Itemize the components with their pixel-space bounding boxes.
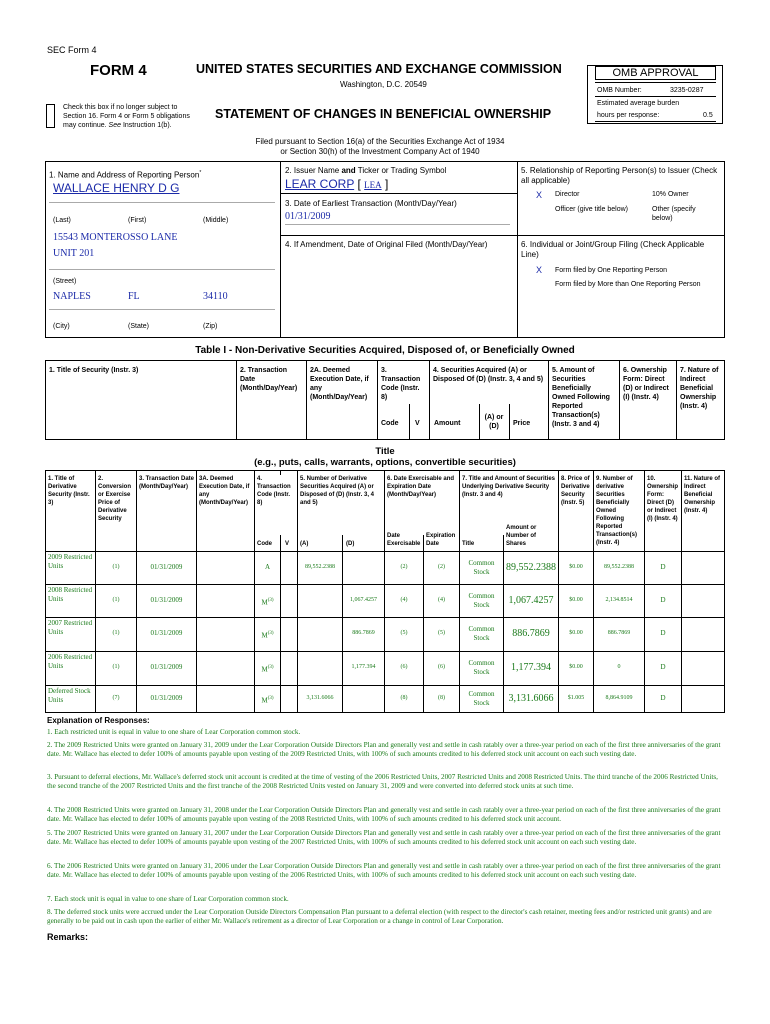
more-persons-label: Form filed by More than One Reporting Person (555, 281, 701, 288)
t1-h1: 1. Title of Security (Instr. 3) (49, 367, 139, 374)
t2-row-security: 2008 Restricted Units (48, 586, 93, 603)
t2-row-a: 3,131.6066 (306, 695, 334, 701)
t1-aord: (A) or (D) (484, 414, 504, 430)
box3-label: 3. Date of Earliest Transaction (Month/Day/Year) (285, 199, 457, 208)
city: NAPLES (53, 291, 91, 302)
director-check[interactable]: X (536, 190, 543, 200)
omb-number-label: OMB Number: (597, 87, 642, 94)
t2-row-security: Deferred Stock Units (48, 687, 91, 704)
last-label: (Last) (53, 217, 71, 224)
t2-row-exp: (6) (438, 664, 445, 670)
t2-date-ex: Date Exercisable (387, 533, 421, 547)
t2-row-owned: 8,864.9109 (605, 695, 633, 701)
explanation-8: 8. The deferred stock units were accrued under the Lear Corporation Outside Directors Compensation Plan pursuant to a deferral election (with respect to the director's cash retainer, meeting fees and/or restricted unit grants) and are generally to be paid out in cash upon the earlier of either Mr. Wallace's retirement as a director of Lear Corporation or a change in control of Lear Corporation. (47, 908, 712, 926)
t2-h10: 10. Ownership Form: Direct (D) or Indirect (I) (Instr. 4) (647, 476, 679, 522)
t2-row-exp: (8) (438, 695, 445, 701)
t2-row-code: A (264, 562, 271, 571)
t2-row-code: $M^{(3)}$ (261, 631, 274, 640)
t2-row-d: 1,177.394 (351, 664, 376, 670)
t2-row-code-footnote: (3) (267, 696, 274, 701)
t1-h2a: 2A. Deemed Execution Date, if any (Month/Day/Year) (310, 367, 369, 401)
t2-row-shares: 1,177.394 (511, 662, 551, 673)
omb-number: 3235-0287 (670, 87, 704, 94)
t1-amount: Amount (434, 420, 461, 427)
t2-h1: 1. Title of Derivative Security (Instr. 3) (48, 476, 90, 506)
t2-row-d: 886.7869 (352, 630, 375, 636)
other-label: Other (specify below) (652, 206, 696, 222)
t1-h2: 2. Transaction Date (Month/Day/Year) (240, 367, 298, 392)
t2-row-date_ex: (4) (400, 596, 408, 603)
t2-row-title: Common Stock (468, 558, 495, 576)
issuer-line: LEAR CORP [ LEA ] (285, 177, 389, 191)
t2-row-code-footnote: (3) (267, 665, 274, 670)
t1-h6: 6. Ownership Form: Direct (D) or Indirect (I) (Instr. 4) (623, 367, 669, 401)
t2-row-price: $1.005 (567, 695, 585, 701)
t2-row-security: 2007 Restricted Units (48, 619, 93, 636)
t2-row-price: $0.00 (569, 630, 583, 636)
t2-row-shares: 3,131.6066 (508, 693, 554, 704)
table1-title: Table I - Non-Derivative Securities Acquired, Disposed of, or Beneficially Owned (195, 345, 575, 356)
commission-name: UNITED STATES SECURITIES AND EXCHANGE COMMISSION (196, 62, 562, 76)
t2-row-code: $M^{(3)}$ (261, 665, 274, 674)
t2-row-date_ex: (5) (400, 630, 408, 636)
t2-code: Code (257, 541, 272, 547)
t2-h6: 6. Date Exercisable and Expiration Date (Month/Day/Year) (387, 476, 455, 498)
hours-label: hours per response: (597, 112, 660, 119)
t2-row-conv: (1) (112, 596, 120, 603)
t2-row-conv: (1) (112, 630, 120, 636)
explanation-7: 7. Each stock unit is equal in value to one share of Lear Corporation common stock. (47, 895, 289, 903)
explanation-title: Explanation of Responses: (47, 716, 150, 725)
t2-d: (D) (346, 541, 355, 547)
box4-label: 4. If Amendment, Date of Original Filed (Month/Day/Year) (285, 240, 488, 249)
t2-title: Title (462, 541, 475, 547)
city-label: (City) (53, 323, 70, 330)
t2-row-shares: 1,067.4257 (508, 594, 554, 606)
state: FL (128, 291, 140, 302)
t2-amt: Amount or Number of Shares (506, 525, 537, 547)
t2-h3a: 3A. Deemed Execution Date, if any (Month/Day/Year) (199, 476, 250, 506)
issuer-name[interactable]: LEAR CORP (285, 177, 355, 191)
explanation-1: 1. Each restricted unit is equal in value to one share of Lear Corporation common stock. (47, 728, 301, 736)
remarks-label: Remarks: (47, 932, 89, 942)
first-label: (First) (128, 217, 147, 224)
omb-approval-title: OMB APPROVAL (595, 66, 716, 80)
t2-row-date: 01/31/2009 (150, 629, 183, 637)
t2-row-owned: 2,134.8514 (605, 596, 633, 603)
one-person-label: Form filed by One Reporting Person (555, 267, 668, 274)
t1-v: V (415, 420, 420, 427)
t2-a: (A) (300, 541, 309, 547)
t2-row-code: $M^{(3)}$ (261, 696, 274, 705)
t2-exp: Expiration Date (426, 533, 456, 547)
street-label: (Street) (53, 278, 77, 285)
t2-h9: 9. Number of derivative Securities Beneficially Owned Following Reported Transaction(s) (Instr. 4) (596, 476, 638, 546)
t2-row-date_ex: (2) (400, 563, 408, 570)
t2-row-date_ex: (8) (400, 695, 408, 701)
reporting-person-name[interactable]: WALLACE HENRY D G (53, 181, 180, 195)
explanation-4: 4. The 2008 Restricted Units were granted on January 31, 2008 under the Lear Corporation Outside Directors Plan and generally vest and settle in cash ratably over a three-year period on each of the first three anniversaries of the grant date. Mr. Wallace has elected to defer 100% of amounts payable upon vesting of the 2008 Restricted Units, with 100% of such amounts credited to his deferred stock unit account. (47, 806, 721, 824)
t2-row-shares: 886.7869 (512, 628, 550, 639)
t2-h4: 4. Transaction Code (Instr. 8) (257, 476, 291, 506)
t2-row-code: $M^{(3)}$ (261, 597, 274, 606)
t2-v: V (285, 541, 290, 547)
ten-pct-owner-label: 10% Owner (652, 191, 689, 198)
t2-row-shares: 89,552.2388 (506, 561, 556, 573)
table2-subtitle: (e.g., puts, calls, warrants, options, convertible securities) (254, 457, 516, 468)
t1-price: Price (513, 420, 531, 427)
table2-title: Title (375, 446, 395, 457)
t2-row-date: 01/31/2009 (150, 562, 183, 571)
t2-row-conv: (1) (112, 563, 120, 570)
t1-code: Code (381, 420, 399, 427)
t2-row-a: 89,552.2388 (305, 563, 335, 570)
t2-row-price: $0.00 (569, 664, 583, 670)
t1-h7: 7. Nature of Indirect Beneficial Ownership (Instr. 4) (680, 367, 719, 410)
issuer-ticker[interactable]: LEA (364, 180, 382, 190)
t2-row-form: D (660, 629, 666, 637)
t2-row-form: D (660, 663, 666, 671)
t1-h4: 4. Securities Acquired (A) or Disposed Of (D) (Instr. 3, 4 and 5) (433, 367, 544, 383)
statement-title: STATEMENT OF CHANGES IN BENEFICIAL OWNERSHIP (215, 107, 552, 121)
state-label: (State) (128, 323, 150, 330)
filed-pursuant-line2: or Section 30(h) of the Investment Company Act of 1940 (280, 147, 480, 156)
t2-row-form: D (660, 595, 666, 604)
street-line1: 15543 MONTEROSSO LANE (53, 232, 178, 243)
t2-h2: 2. Conversion or Exercise Price of Derivative Security (98, 476, 132, 522)
t2-row-code-footnote: (3) (267, 631, 274, 636)
t2-row-form: D (660, 694, 666, 702)
t2-row-form: D (660, 562, 666, 571)
t2-row-title: Common Stock (468, 690, 495, 707)
commission-location: Washington, D.C. 20549 (340, 80, 427, 89)
t2-row-owned: 89,552.2388 (604, 563, 634, 570)
t2-row-title: Common Stock (468, 659, 495, 676)
box2-label: 2. Issuer Name and Ticker or Trading Symbol (285, 166, 447, 175)
t2-row-conv: (1) (112, 664, 120, 670)
t2-row-price: $0.00 (569, 563, 583, 570)
t1-h5: 5. Amount of Securities Beneficially Owned Following Reported Transaction(s) (Instr. 3 and 4) (552, 367, 610, 428)
no-longer-subject-checkbox[interactable] (46, 104, 55, 128)
box5-label: 5. Relationship of Reporting Person(s) to Issuer (Check all applicable) (521, 166, 718, 185)
t2-row-conv: (7) (112, 695, 120, 701)
burden-label: Estimated average burden (597, 100, 680, 107)
t2-row-exp: (2) (438, 563, 445, 570)
middle-label: (Middle) (203, 217, 229, 224)
explanation-2: 2. The 2009 Restricted Units were granted on January 31, 2009 under the Lear Corporation Outside Directors Plan and generally vest and settle in cash ratably over a three-year period on each of the first three anniversaries of the grant date. Mr. Wallace has elected to defer 100% of amounts payable upon vesting of the 2009 Restricted Units, with 100% of such amounts credited to his deferred stock unit account on each such vesting date. (47, 741, 721, 759)
t1-h3: 3. Transaction Code (Instr. 8) (381, 367, 421, 401)
t2-h5: 5. Number of Derivative Securities Acquired (A) or Disposed of (D) (Instr. 3, 4 and 5) (300, 476, 375, 506)
t2-row-owned: 886.7869 (607, 630, 631, 636)
t2-h11: 11. Nature of Indirect Beneficial Ownership (Instr. 4) (684, 476, 721, 514)
t2-row-date: 01/31/2009 (150, 595, 183, 604)
one-person-check[interactable]: X (536, 265, 543, 275)
t2-row-exp: (5) (438, 630, 445, 636)
t2-row-code-footnote: (3) (267, 597, 274, 603)
filed-pursuant-line1: Filed pursuant to Section 16(a) of the Securities Exchange Act of 1934 (255, 137, 505, 146)
t2-h3: 3. Transaction Date (Month/Day/Year) (139, 476, 195, 490)
explanation-5: 5. The 2007 Restricted Units were granted on January 31, 2007 under the Lear Corporation Outside Directors Plan and generally vest and settle in cash ratably over a three-year period on each of the first three anniversaries of the grant date. Mr. Wallace has elected to defer 100% of amounts payable upon vesting of the 2007 Restricted Units, with 100% of such amounts credited to his deferred stock unit account on each such vesting date. (47, 829, 721, 847)
t2-h8: 8. Price of Derivative Security (Instr. 5) (561, 476, 590, 506)
t2-row-security: 2006 Restricted Units (48, 653, 93, 670)
t2-row-date: 01/31/2009 (150, 663, 183, 671)
t2-row-price: $0.00 (569, 596, 583, 603)
box1-label: 1. Name and Address of Reporting Person* (49, 170, 202, 180)
explanation-3: 3. Pursuant to deferral elections, Mr. Wallace's deferred stock unit account is credited at the time of vesting of the 2006 Restricted Units, 2007 Restricted Units and 2008 Restricted Units. The third tranche of the 2006 Restricted Units, the second tranche of the 2007 Restricted Units and the first tranche of the 2008 Restricted Units vested on January 31, 2009 and were converted into deferred stock units at such time. (47, 773, 718, 791)
explanation-6: 6. The 2006 Restricted Units were granted on January 31, 2006 under the Lear Corporation Outside Directors Plan and generally vest and settle in cash ratably over a three-year period on each of the first three anniversaries of the grant date. Mr. Wallace has elected to defer 100% of amounts payable upon vesting of the 2006 Restricted Units, with 100% of such amounts credited to his deferred stock unit account on each such vesting date. (47, 862, 721, 880)
t2-row-date_ex: (6) (400, 664, 408, 670)
zip: 34110 (203, 291, 228, 302)
earliest-transaction-date: 01/31/2009 (285, 211, 331, 222)
form-title: FORM 4 (90, 62, 147, 79)
t2-row-title: Common Stock (468, 591, 495, 609)
checkbox-instructions: Check this box if no longer subject to Section 16. Form 4 or Form 5 obligations may continue. See Instruction 1(b). (63, 104, 190, 129)
t2-row-date: 01/31/2009 (150, 694, 183, 702)
hours-value: 0.5 (703, 112, 713, 119)
t2-row-title: Common Stock (468, 625, 495, 642)
director-label: Director (555, 191, 580, 198)
t2-row-exp: (4) (438, 596, 445, 603)
zip-label: (Zip) (203, 323, 218, 330)
street-line2: UNIT 201 (53, 248, 95, 259)
officer-label: Officer (give title below) (555, 206, 629, 213)
t2-row-security: 2009 Restricted Units (48, 553, 93, 570)
box6-label: 6. Individual or Joint/Group Filing (Check Applicable Line) (521, 240, 705, 259)
t2-h7: 7. Title and Amount of Securities Underlying Derivative Security (Instr. 3 and 4) (462, 476, 556, 498)
sec-form-label: SEC Form 4 (47, 45, 97, 55)
t2-row-d: 1,067.4257 (350, 596, 377, 603)
t2-row-owned: 0 (617, 664, 621, 670)
